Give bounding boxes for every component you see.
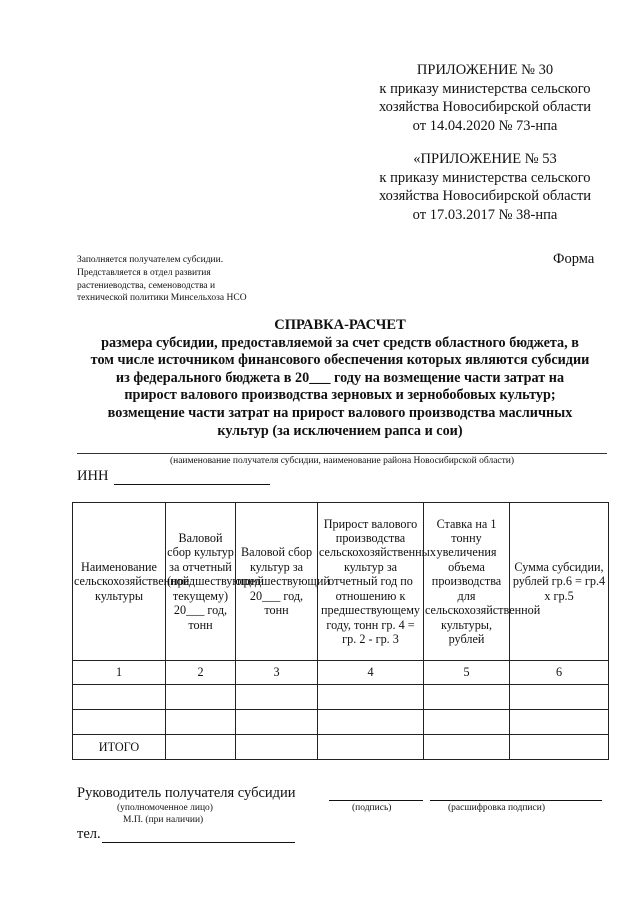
note-line: растениеводства, семеноводства и [77,280,216,291]
column-number: 6 [510,661,609,685]
appendix-30-line: хозяйства Новосибирской области [378,99,592,115]
column-number: 1 [73,661,166,685]
stamp-caption: М.П. (при наличии) [123,815,204,825]
table-cell[interactable] [424,710,510,735]
table-cell[interactable] [166,710,236,735]
column-header-crop: Наименование сельскохозяйственной культуры [73,503,166,661]
appendix-30-line: к приказу министерства сельского [379,80,591,97]
signature-field[interactable] [329,800,423,801]
inn-field[interactable] [114,484,270,485]
table-cell[interactable] [318,710,424,735]
column-number-row [73,661,609,685]
table-header-row [73,503,609,661]
subtitle-line: том числе источником финансового обеспечения которых являются субсидии [90,352,590,369]
subtitle-line: прирост валового производства зерновых и зернобобовых культур; [124,387,556,404]
table-cell[interactable] [424,735,510,760]
form-label: Форма [553,251,595,267]
appendix-30-block [350,61,620,135]
column-number: 4 [318,661,424,685]
table-cell[interactable] [510,710,609,735]
decode-caption: (расшифровка подписи) [448,803,545,813]
phone-label: тел. [77,826,101,842]
table-cell[interactable] [236,735,318,760]
sign-caption: (подпись) [352,803,392,813]
subtitle-line: культур (за исключением рапса и сои) [217,422,463,439]
authorized-caption: (уполномоченное лицо) [117,803,213,813]
note-line: Заполняется получателем субсидии. [77,255,224,265]
table-cell[interactable] [73,710,166,735]
column-number: 3 [236,661,318,685]
appendix-30-line: ПРИЛОЖЕНИЕ № 30 [416,62,554,78]
appendix-53-line: «ПРИЛОЖЕНИЕ № 53 [413,151,557,167]
table-cell[interactable] [510,685,609,710]
table-cell[interactable] [318,685,424,710]
column-header-growth: Прирост валового производства сельскохозяйственных культур за отчетный год по отношению к предшествующему году, тонн гр. 4 = гр. 2 - гр. 3 [318,503,424,661]
column-header-rate: Ставка на 1 тонну увеличения объема производства для сельскохозяйственной культуры, рублей [424,503,510,661]
table-cell[interactable] [166,685,236,710]
signature-decode-field[interactable] [430,800,602,801]
appendix-53-block [350,150,620,224]
table-cell[interactable] [236,685,318,710]
total-label: ИТОГО [73,735,166,760]
column-number: 5 [424,661,510,685]
document-title: СПРАВКА-РАСЧЕТ [274,317,406,333]
note-line: Представляется в отдел развития [77,267,211,278]
column-header-previous-yield: Валовой сбор культур за предшествующий 20___ год, тонн [236,503,318,661]
subtitle-line: размера субсидии, предоставляемой за счет средств областного бюджета, в [101,334,579,351]
phone-field[interactable] [102,842,295,843]
table-cell[interactable] [318,735,424,760]
subtitle-line: из федерального бюджета в 20___ году на возмещение части затрат на [115,369,565,386]
table-cell[interactable] [510,735,609,760]
document-heading [70,317,610,440]
inn-label: ИНН [77,468,109,484]
table-row [73,710,609,735]
table-cell[interactable] [73,685,166,710]
submission-note [77,254,307,305]
table-cell[interactable] [424,685,510,710]
head-label: Руководитель получателя субсидии [77,785,296,801]
table-row [73,685,609,710]
appendix-53-line: от 17.03.2017 № 38-нпа [412,206,558,223]
note-line: технической политики Минсельхоза НСО [77,293,247,304]
appendix-53-line: хозяйства Новосибирской области [378,188,592,204]
table-cell[interactable] [236,710,318,735]
calculation-table [72,502,609,760]
table-cell[interactable] [166,735,236,760]
column-header-subsidy-amount: Сумма субсидии, рублей гр.6 = гр.4 х гр.5 [510,503,609,661]
appendix-53-line: к приказу министерства сельского [379,169,591,186]
recipient-caption: (наименование получателя субсидии, наименование района Новосибирской области) [169,456,515,466]
column-header-reporting-yield: Валовой сбор культур за отчетный (предшествующий текущему) 20___ год, тонн [166,503,236,661]
appendix-30-line: от 14.04.2020 № 73-нпа [412,117,558,134]
subtitle-line: возмещение части затрат на прирост валового производства масличных [107,404,573,421]
table-total-row [73,735,609,760]
column-number: 2 [166,661,236,685]
recipient-name-line[interactable] [77,453,607,454]
